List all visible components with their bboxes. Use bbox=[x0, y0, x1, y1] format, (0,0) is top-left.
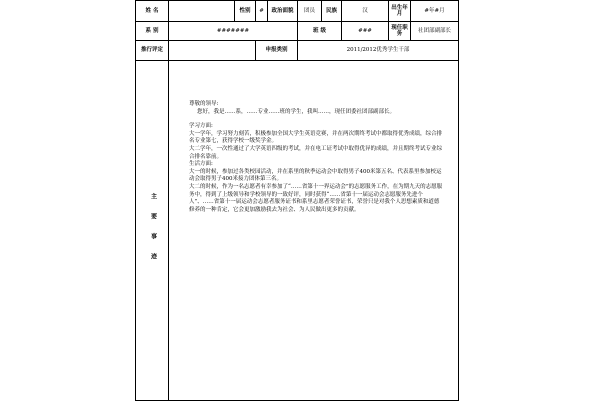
life-paragraph-2: 大二的时候，作为一名志愿者有幸参加了“……省第十一界运动会”的志愿服务工作，在为期九天的志愿服务中，得到了上级领导和学校领导的一致好评，同时获得“……省第十一届运动会志愿服务先进个人”、……省第十一届运动会志愿者服务证书和系里志愿者荣誉证书，荣誉只是对我个人思想素质和道德修养的一种肯定，它会更加激励我去为社会、为人民做出更多的贡献。 bbox=[189, 183, 443, 213]
position-label: 现任职务 bbox=[389, 22, 411, 41]
politics-value: 团员 bbox=[298, 1, 322, 22]
study-paragraph-2: 大二学年，一次性通过了大学英语四级的考试，并在电工证考试中取得优异的成绩，并且期终考试专业综合排名靠前。 bbox=[189, 145, 443, 160]
category-label: 申报类别 bbox=[256, 41, 298, 61]
dept-value: ####### bbox=[169, 22, 298, 41]
ethnicity-label: 民族 bbox=[322, 1, 342, 22]
grade-label: 班 级 bbox=[298, 22, 342, 41]
study-paragraph-1: 大一学年，学习努力刻苦，积极参加全国大学生英语竞赛，并在两次期终考试中都取得优秀成绩，综合排名专业第七，获得学校一级奖学金。 bbox=[189, 130, 443, 145]
main-achievements-label-cell bbox=[136, 61, 169, 401]
ethnicity-value: 汉 bbox=[342, 1, 389, 22]
category-value: 2011/2012优秀学生干部 bbox=[298, 41, 459, 61]
achievements-text bbox=[169, 61, 458, 214]
birth-value: #年#月 bbox=[411, 1, 459, 22]
life-paragraph-1: 大一的时候，参加过各类校园活动，并在系里的秋季运动会中取得男子400米第五名、代表系里参加校运动会取得男子400米接力团体第三名。 bbox=[189, 168, 442, 183]
greeting: 尊敬的领导: bbox=[189, 101, 219, 107]
gender-value: # bbox=[256, 1, 268, 22]
grade-value: ### bbox=[342, 22, 389, 41]
dept-label: 系 别 bbox=[136, 22, 169, 41]
rec-value bbox=[169, 41, 256, 61]
life-heading: 生活方面: bbox=[189, 161, 213, 168]
position-value: 社团部副部长 bbox=[411, 22, 459, 41]
form-row-personal bbox=[136, 1, 459, 22]
application-form bbox=[135, 0, 459, 401]
birth-label: 出生年月 bbox=[389, 1, 411, 22]
main-achievements-label: 主 要 事 迹 bbox=[149, 193, 157, 266]
form-row-main bbox=[136, 61, 459, 401]
rec-label: 推行评定 bbox=[136, 41, 169, 61]
intro-paragraph: 您好，我是……系，……专业……班的学生，我叫……，现任团委社团部副部长。 bbox=[197, 108, 396, 115]
politics-label: 政治面貌 bbox=[268, 1, 298, 22]
name-label: 姓 名 bbox=[136, 1, 169, 22]
gender-label: 性别 bbox=[235, 1, 256, 22]
form-row-category bbox=[136, 41, 459, 61]
main-achievements-cell bbox=[169, 61, 459, 401]
study-heading: 学习方面: bbox=[189, 123, 213, 130]
form-row-department bbox=[136, 22, 459, 41]
name-value bbox=[169, 1, 235, 22]
